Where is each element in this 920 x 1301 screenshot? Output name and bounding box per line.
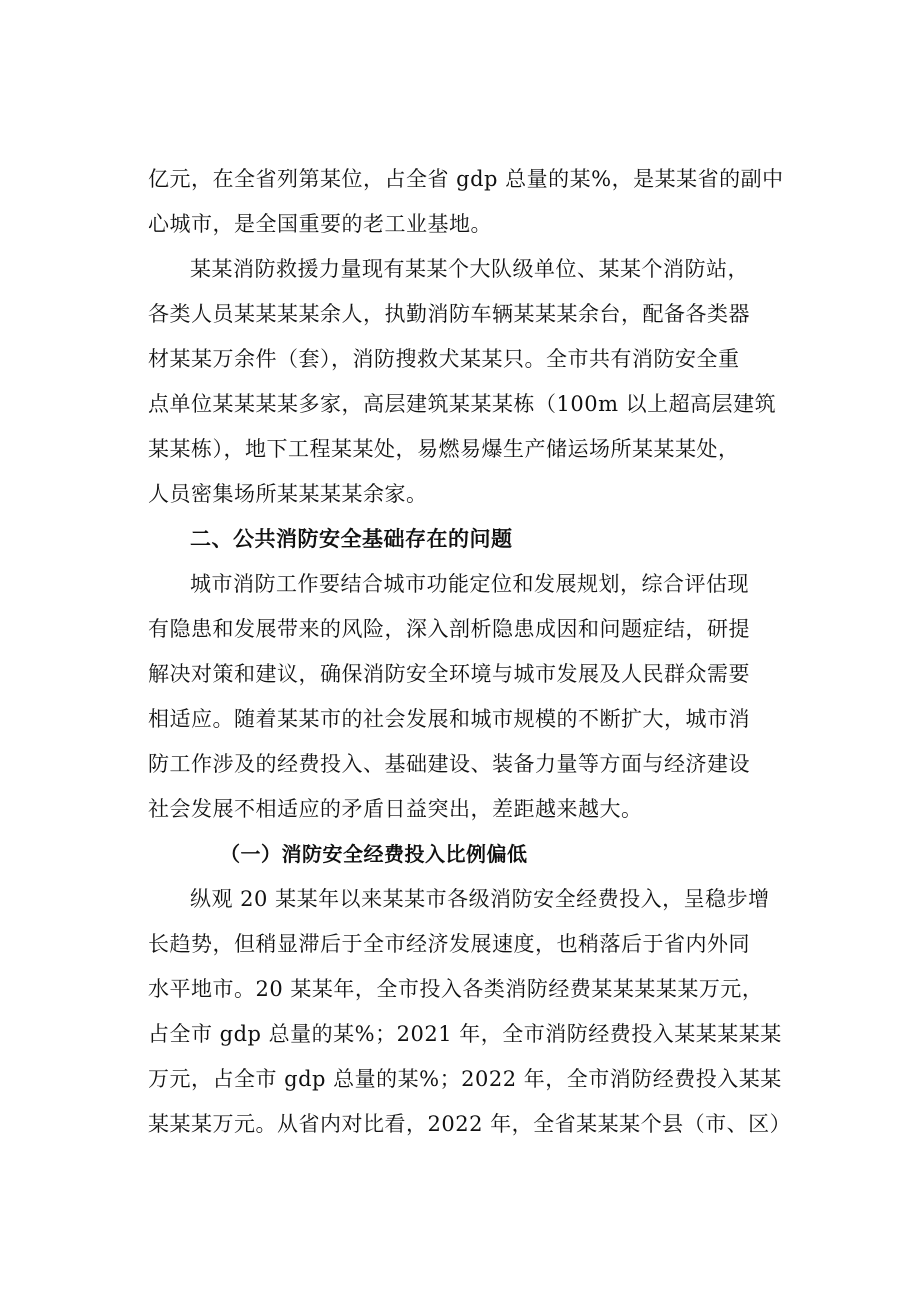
body-text-line: 点单位某某某某多家，高层建筑某某某栋（100m 以上超高层建筑 (148, 392, 777, 416)
body-text-line: 有隐患和发展带来的风险，深入剖析隐患成因和问题症结，研提 (148, 617, 750, 641)
body-text-line: 心城市，是全国重要的老工业基地。 (148, 212, 492, 236)
subsection-heading: （一）消防安全经费投入比例偏低 (220, 842, 528, 866)
body-text-line: 社会发展不相适应的矛盾日益突出，差距越来越大。 (148, 797, 643, 821)
body-text-line: 人员密集场所某某某某余家。 (148, 482, 428, 506)
body-text-line: 亿元，在全省列第某位，占全省 gdp 总量的某%，是某某省的副中 (148, 167, 784, 191)
body-text-line: 某某栋），地下工程某某处，易燃易爆生产储运场所某某某处， (148, 437, 740, 461)
paragraph-first-line: 某某消防救援力量现有某某个大队级单位、某某个消防站， (190, 257, 749, 281)
body-text-line: 长趋势，但稍显滞后于全市经济发展速度，也稍落后于省内外同 (148, 932, 750, 956)
body-text-line: 占全市 gdp 总量的某%；2021 年，全市消防经费投入某某某某某 (148, 1022, 782, 1046)
body-text-line: 水平地市。20 某某年，全市投入各类消防经费某某某某某万元， (148, 977, 764, 1001)
paragraph-first-line: 城市消防工作要结合城市功能定位和发展规划，综合评估现 (190, 572, 749, 596)
body-text-line: 相适应。随着某某市的社会发展和城市规模的不断扩大，城市消 (148, 707, 750, 731)
body-text-line: 防工作涉及的经费投入、基础建设、装备力量等方面与经济建设 (148, 752, 750, 776)
document-body (148, 157, 808, 1147)
body-text-line: 各类人员某某某某余人，执勤消防车辆某某某余台，配备各类器 (148, 302, 750, 326)
paragraph-first-line: 纵观 20 某某年以来某某市各级消防安全经费投入，呈稳步增 (190, 887, 770, 911)
body-text-line: 某某某万元。从省内对比看，2022 年，全省某某某个县（市、区） (148, 1112, 792, 1136)
body-text-line: 材某某万余件（套），消防搜救犬某某只。全市共有消防安全重 (148, 347, 740, 371)
section-heading: 二、公共消防安全基础存在的问题 (190, 527, 513, 551)
body-text-line: 万元，占全市 gdp 总量的某%；2022 年，全市消防经费投入某某 (148, 1067, 782, 1091)
body-text-line: 解决对策和建议，确保消防安全环境与城市发展及人民群众需要 (148, 662, 750, 686)
